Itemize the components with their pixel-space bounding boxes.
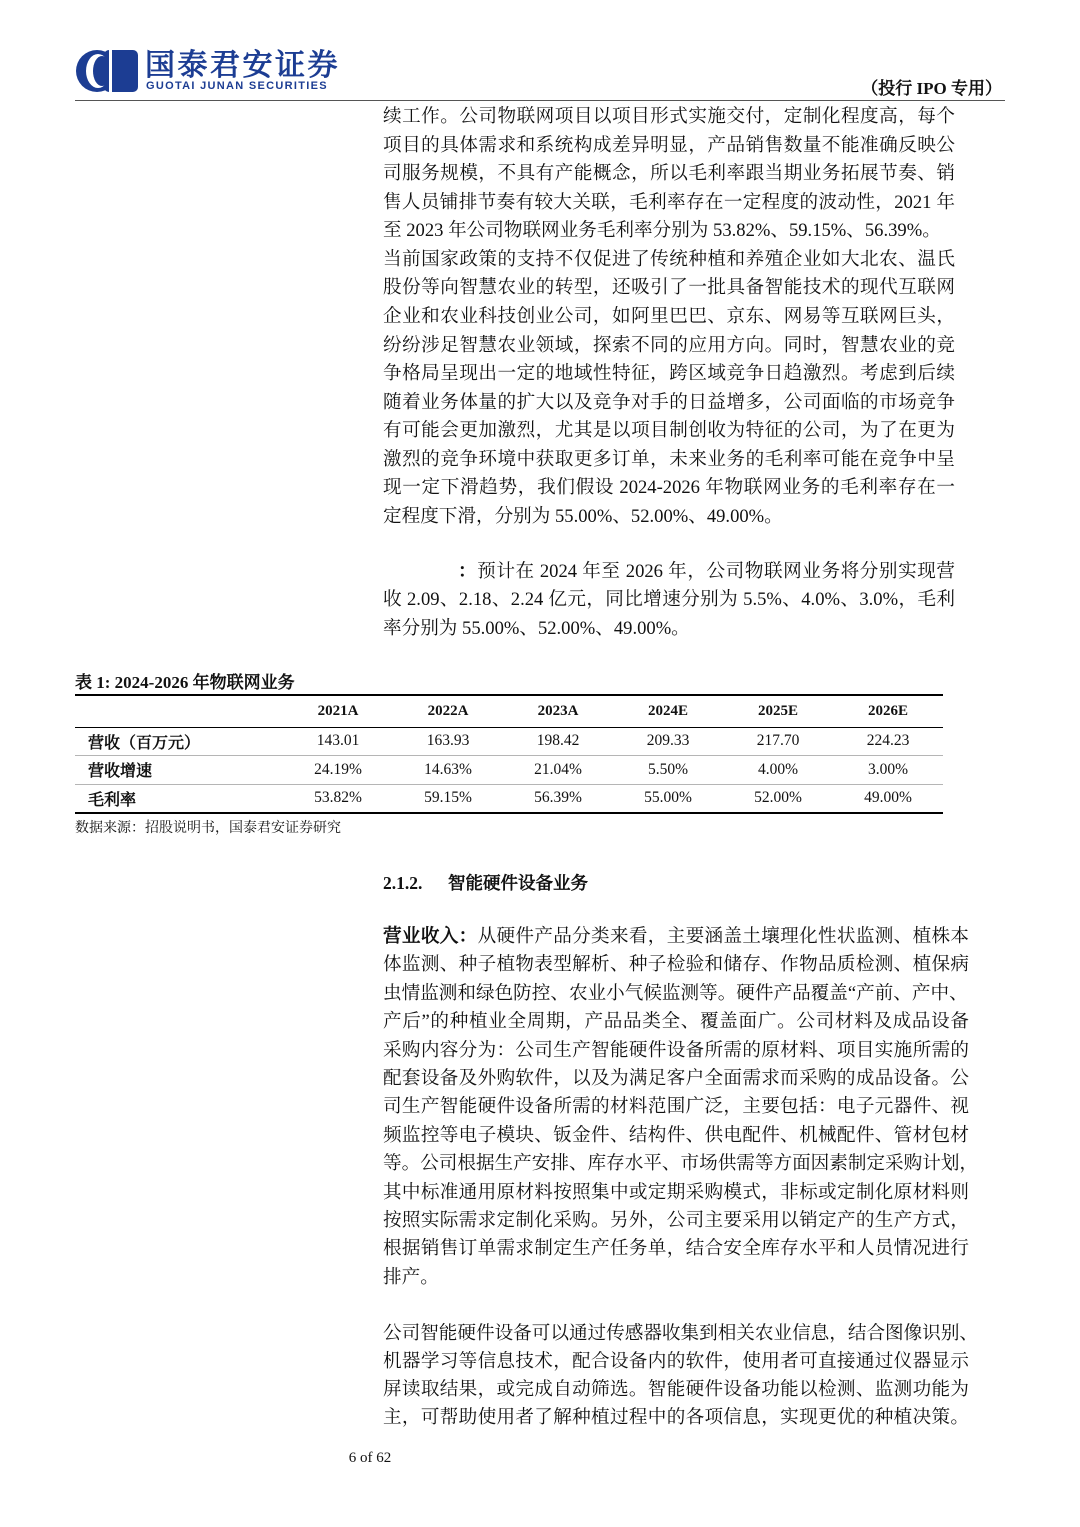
column-header: 2025E <box>723 695 833 727</box>
table-cell: 24.19% <box>283 756 393 785</box>
table-source-note: 数据来源：招股说明书，国泰君安证券研究 <box>75 821 341 836</box>
text-line: 企业和农业科技创业公司，如阿里巴巴、京东、网易等互联网巨头， <box>383 305 955 327</box>
column-header: 2021A <box>283 695 393 727</box>
column-header: 2024E <box>613 695 723 727</box>
text-line-content: 预计在 2024 年至 2026 年，公司物联网业务将分别实现营 <box>477 560 955 582</box>
text-line: 售人员铺排节奏有较大关联，毛利率存在一定程度的波动性，2021 年 <box>383 191 955 213</box>
iot-business-table <box>75 694 943 814</box>
table-title: 表 1: 2024-2026 年物联网业务 <box>75 673 295 692</box>
table-row <box>75 784 943 813</box>
text-line: 当前国家政策的支持不仅促进了传统种植和养殖企业如大北农、温氏 <box>383 248 955 270</box>
text-line: 配套设备及外购软件，以及为满足客户全面需求而采购的成品设备。公 <box>383 1068 969 1090</box>
table-cell: 56.39% <box>503 784 613 813</box>
section-heading <box>383 871 588 895</box>
column-header: 2023A <box>503 695 613 727</box>
text-line: 项目的具体需求和系统构成差异明显，产品销售数量不能准确反映公 <box>383 134 955 156</box>
gtja-logo-icon <box>76 49 138 93</box>
table-cell: 53.82% <box>283 784 393 813</box>
text-line: 频监控等电子模块、钣金件、结构件、供电配件、机械配件、管材包材 <box>383 1124 969 1146</box>
paragraph-competition <box>383 246 955 532</box>
logo-wordmark-cn: 国泰君安证券 <box>145 48 340 83</box>
table-cell: 14.63% <box>393 756 503 785</box>
text-line <box>383 558 955 587</box>
table-cell: 209.33 <box>613 727 723 756</box>
text-line: 有可能会更加激烈，尤其是以项目制创收为特征的公司，为了在更为 <box>383 420 955 442</box>
text-line: 按照实际需求定制化采购。另外，公司主要采用以销定产的生产方式， <box>383 1210 969 1232</box>
text-line: 排产。 <box>383 1266 439 1288</box>
column-header: 2022A <box>393 695 503 727</box>
row-label: 营收增速 <box>75 756 283 785</box>
text-line: 激烈的竞争环境中获取更多订单，未来业务的毛利率可能在竞争中呈 <box>383 448 955 470</box>
text-line: 定程度下滑，分别为 55.00%、52.00%、49.00%。 <box>383 505 783 527</box>
text-line: 率分别为 55.00%、52.00%、49.00%。 <box>383 617 690 639</box>
table-cell: 21.04% <box>503 756 613 785</box>
text-line: 股份等向智慧农业的转型，还吸引了一批具备智能技术的现代互联网 <box>383 277 955 299</box>
paragraph-forecast <box>383 558 955 644</box>
table-header-row <box>75 695 943 727</box>
paragraph-revenue <box>383 923 979 1292</box>
table-cell: 163.93 <box>393 727 503 756</box>
text-line: 其中标准通用原材料按照集中或定期采购模式，非标或定制化原材料则 <box>383 1181 969 1203</box>
paragraph-hardware-function <box>383 1320 979 1432</box>
section-number: 2.1.2. <box>383 873 423 893</box>
text-line: 根据销售订单需求制定生产任务单，结合安全库存水平和人员情况进行 <box>383 1238 969 1260</box>
text-line: 虫情监测和绿色防控、农业小气候监测等。硬件产品覆盖“产前、产中、 <box>383 982 968 1004</box>
table-cell: 5.50% <box>613 756 723 785</box>
text-line: 至 2023 年公司物联网业务毛利率分别为 53.82%、59.15%、56.39%。 <box>383 220 941 242</box>
text-line: 续工作。公司物联网项目以项目形式实施交付，定制化程度高，每个 <box>383 106 955 127</box>
text-line: 收 2.09、2.18、2.24 亿元，同比增速分别为 5.5%、4.0%、3.0%，毛利 <box>383 589 955 610</box>
paragraph-lead: 营业收入： <box>383 926 478 947</box>
table-cell: 59.15% <box>393 784 503 813</box>
table-cell: 4.00% <box>723 756 833 785</box>
text-line: 司生产智能硬件设备所需的材料范围广泛，主要包括：电子元器件、视 <box>383 1096 969 1118</box>
text-line <box>383 923 969 951</box>
table-cell: 3.00% <box>833 756 943 785</box>
table-cell: 217.70 <box>723 727 833 756</box>
logo-wordmark-en: GUOTAI JUNAN SECURITIES <box>146 80 328 92</box>
table-cell: 55.00% <box>613 784 723 813</box>
column-header: 2026E <box>833 695 943 727</box>
table-cell: 224.23 <box>833 727 943 756</box>
text-line: 采购内容分为：公司生产智能硬件设备所需的原材料、项目实施所需的 <box>383 1039 969 1061</box>
text-line: 体监测、种子植物表型解析、种子检验和储存、作物品质检测、植保病 <box>383 954 969 976</box>
text-line-content: 从硬件产品分类来看，主要涵盖土壤理化性状监测、植株本 <box>477 926 969 947</box>
paragraph-margin-trend <box>383 103 955 246</box>
text-line: 纷纷涉足智慧农业领域，探索不同的应用方向。同时，智慧农业的竞 <box>383 334 955 356</box>
table-row <box>75 756 943 785</box>
row-label: 营收（百万元） <box>75 727 283 756</box>
section-title: 智能硬件设备业务 <box>448 873 588 893</box>
text-line: 机器学习等信息技术，配合设备内的软件，使用者可直接通过仪器显示 <box>383 1351 969 1372</box>
text-line: 屏读取结果，或完成自动筛选。智能硬件设备功能以检测、监测功能为 <box>383 1379 969 1400</box>
text-line: 争格局呈现出一定的地域性特征，跨区域竞争日趋激烈。考虑到后续 <box>383 363 955 385</box>
table-row <box>75 727 943 756</box>
text-line: 等。公司根据生产安排、库存水平、市场供需等方面因素制定采购计划， <box>383 1153 979 1175</box>
row-label: 毛利率 <box>75 784 283 813</box>
text-line: 产后”的种植业全周期，产品品类全、覆盖面广。公司材料及成品设备 <box>383 1011 969 1033</box>
table-cell: 143.01 <box>283 727 393 756</box>
text-line: 主，可帮助使用者了解种植过程中的各项信息，实现更优的种植决策。 <box>383 1407 969 1428</box>
text-line: 随着业务体量的扩大以及竞争对手的日益增多，公司面临的市场竞争 <box>383 391 955 413</box>
body-paragraphs <box>383 103 955 531</box>
table-corner <box>75 695 283 727</box>
header-divider <box>75 100 1005 101</box>
page-number: 6 of 62 <box>348 1450 392 1466</box>
text-line: 现一定下滑趋势，我们假设 2024-2026 年物联网业务的毛利率存在一 <box>383 477 955 499</box>
paragraph-lead: ： <box>458 560 478 582</box>
text-line: 公司智能硬件设备可以通过传感器收集到相关农业信息，结合图像识别、 <box>383 1323 979 1344</box>
table-cell: 52.00% <box>723 784 833 813</box>
document-tag: （投行 IPO 专用） <box>861 79 1002 98</box>
table-cell: 49.00% <box>833 784 943 813</box>
text-line: 司服务规模，不具有产能概念，所以毛利率跟当期业务拓展节奏、销 <box>383 163 955 185</box>
table-cell: 198.42 <box>503 727 613 756</box>
